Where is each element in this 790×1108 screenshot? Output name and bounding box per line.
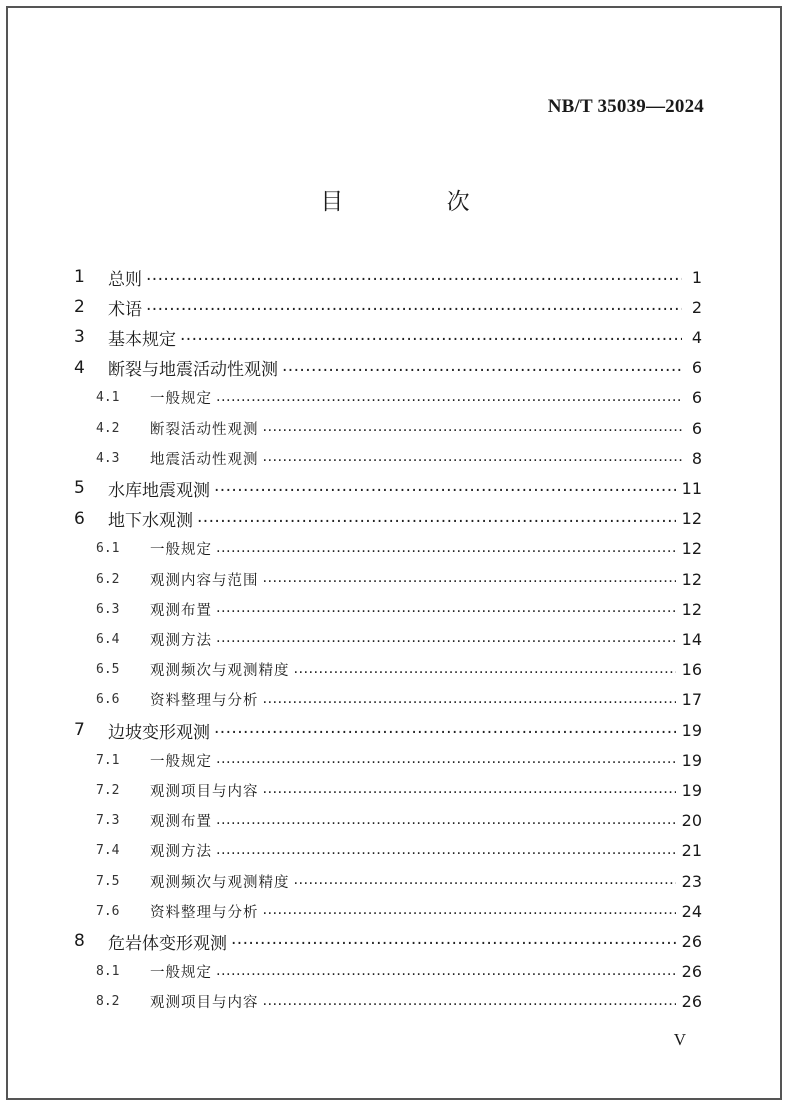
toc-dot-leader [263, 574, 676, 590]
toc-entry-label: 观测方法 [150, 844, 212, 861]
toc-section-entry [74, 624, 702, 654]
toc-section-entry [74, 745, 702, 775]
toc-entry-page: 26 [681, 931, 702, 951]
toc-entry-label: 观测布置 [150, 602, 212, 619]
toc-section-entry [74, 957, 702, 987]
toc-entry-label: 术语 [108, 299, 142, 320]
toc-entry-page: 26 [681, 992, 702, 1012]
toc-entry-label: 危岩体变形观测 [108, 933, 227, 954]
toc-entry-number: 8.1 [96, 964, 120, 980]
toc-dot-leader [216, 393, 682, 409]
toc-section-entry [74, 685, 702, 715]
toc-entry-label: 观测项目与内容 [150, 783, 259, 800]
toc-entry-label: 一般规定 [150, 542, 212, 559]
toc-entry-number: 7.4 [96, 843, 120, 859]
toc-section-entry [74, 413, 702, 443]
toc-entry-label: 一般规定 [150, 965, 212, 982]
toc-entry-page: 12 [681, 539, 702, 559]
toc-entry-page: 24 [681, 901, 702, 921]
toc-dot-leader [216, 816, 676, 832]
toc-entry-page: 6 [691, 418, 702, 438]
toc-entry-label: 地震活动性观测 [150, 451, 259, 468]
toc-entry-page: 26 [681, 962, 702, 982]
toc-dot-leader [197, 512, 676, 532]
toc-entry-page: 12 [681, 509, 702, 529]
toc-section-entry [74, 775, 702, 805]
toc-entry-page: 12 [681, 569, 702, 589]
toc-dot-leader [216, 755, 676, 771]
toc-entry-label: 观测频次与观测精度 [150, 663, 290, 680]
toc-entry-number: 6.4 [96, 631, 120, 647]
toc-entry-label: 边坡变形观测 [108, 722, 210, 743]
toc-dot-leader [216, 634, 676, 650]
toc-entry-number: 4.1 [96, 390, 120, 406]
toc-entry-label: 观测项目与内容 [150, 995, 259, 1012]
document-number: NB/T 35039—2024 [547, 96, 704, 117]
toc-chapter-entry [74, 473, 702, 503]
toc-entry-number: 7.2 [96, 782, 120, 798]
toc-section-entry [74, 866, 702, 896]
toc-dot-leader [282, 361, 682, 381]
toc-dot-leader [216, 846, 676, 862]
toc-dot-leader [216, 604, 676, 620]
toc-entry-page: 17 [681, 690, 702, 710]
toc-chapter-entry [74, 353, 702, 383]
toc-entry-page: 1 [691, 267, 702, 287]
toc-dot-leader [180, 330, 682, 350]
toc-entry-page: 19 [681, 780, 702, 800]
toc-dot-leader [263, 695, 676, 711]
toc-entry-page: 8 [691, 448, 702, 468]
toc-chapter-entry [74, 504, 702, 534]
toc-entry-number: 6 [74, 508, 85, 529]
page-folio: V [673, 1030, 686, 1049]
toc-chapter-entry [74, 715, 702, 745]
toc-section-entry [74, 383, 702, 413]
toc-entry-page: 14 [681, 629, 702, 649]
toc-entry-label: 观测方法 [150, 632, 212, 649]
toc-section-entry [74, 655, 702, 685]
toc-entry-label: 一般规定 [150, 391, 212, 408]
toc-dot-leader [263, 785, 676, 801]
toc-entry-label: 资料整理与分析 [150, 904, 259, 921]
toc-entry-label: 一般规定 [150, 753, 212, 770]
toc-entry-number: 4.2 [96, 420, 120, 436]
toc-dot-leader [294, 876, 676, 892]
toc-entry-number: 6.5 [96, 662, 120, 678]
toc-entry-number: 4 [74, 357, 85, 378]
toc-entry-number: 8 [74, 931, 85, 952]
toc-entry-number: 6.3 [96, 601, 120, 617]
toc-entry-number: 4.3 [96, 450, 120, 466]
toc-dot-leader [263, 423, 683, 439]
toc-entry-page: 6 [691, 388, 702, 408]
toc-entry-page: 16 [681, 660, 702, 680]
toc-entry-number: 3 [74, 327, 85, 348]
toc-entry-number: 1 [74, 267, 85, 287]
toc-section-entry [74, 836, 702, 866]
toc-entry-page: 4 [691, 327, 702, 347]
toc-dot-leader [214, 481, 676, 501]
toc-entry-page: 11 [681, 478, 702, 498]
toc-entry-page: 20 [681, 811, 702, 831]
page-title: 目 次 [320, 189, 518, 215]
toc-entry-page: 23 [681, 871, 702, 891]
toc-entry-number: 5 [74, 478, 85, 499]
toc-dot-leader [146, 270, 682, 290]
toc-entry-label: 断裂活动性观测 [150, 421, 259, 438]
toc-entry-label: 地下水观测 [108, 511, 193, 532]
toc-section-entry [74, 896, 702, 926]
toc-section-entry [74, 443, 702, 473]
toc-section-entry [74, 987, 702, 1017]
toc-entry-number: 7.3 [96, 813, 120, 829]
toc-dot-leader [263, 906, 676, 922]
toc-entry-number: 7 [74, 720, 85, 740]
toc-dot-leader [216, 967, 676, 983]
toc-entry-page: 12 [681, 599, 702, 619]
toc-entry-page: 2 [691, 297, 702, 317]
toc-entry-page: 19 [681, 750, 702, 770]
toc-entry-label: 水库地震观测 [108, 480, 210, 501]
toc-entry-number: 6.6 [96, 692, 120, 708]
toc-dot-leader [294, 665, 676, 681]
toc-entry-number: 2 [74, 297, 85, 318]
toc-dot-leader [231, 934, 676, 954]
toc-entry-number: 6.2 [96, 571, 120, 587]
toc-dot-leader [263, 453, 683, 469]
toc-entry-page: 6 [691, 358, 702, 378]
toc-entry-number: 7.5 [96, 873, 120, 889]
toc-section-entry [74, 594, 702, 624]
toc-entry-label: 观测内容与范围 [150, 572, 259, 589]
toc-entry-label: 观测频次与观测精度 [150, 874, 290, 891]
toc-dot-leader [216, 544, 676, 560]
toc-section-entry [74, 564, 702, 594]
toc-chapter-entry [74, 262, 702, 292]
toc-chapter-entry [74, 292, 702, 322]
toc-dot-leader [146, 300, 682, 320]
toc-section-entry [74, 806, 702, 836]
toc-entry-label: 资料整理与分析 [150, 693, 259, 710]
toc-entry-label: 观测布置 [150, 814, 212, 831]
toc-entry-number: 8.2 [96, 994, 120, 1010]
toc-chapter-entry [74, 322, 702, 352]
toc-entry-label: 基本规定 [108, 329, 176, 350]
toc-entry-number: 7.1 [96, 752, 120, 768]
toc-entry-number: 7.6 [96, 903, 120, 919]
toc-chapter-entry [74, 926, 702, 956]
toc-dot-leader [214, 723, 676, 743]
toc-entry-label: 总则 [108, 269, 142, 290]
toc-entry-page: 21 [681, 841, 702, 861]
toc-section-entry [74, 534, 702, 564]
toc-entry-page: 19 [681, 720, 702, 740]
toc-entry-label: 断裂与地震活动性观测 [108, 360, 278, 381]
toc-dot-leader [263, 997, 676, 1013]
toc-entry-number: 6.1 [96, 541, 120, 557]
